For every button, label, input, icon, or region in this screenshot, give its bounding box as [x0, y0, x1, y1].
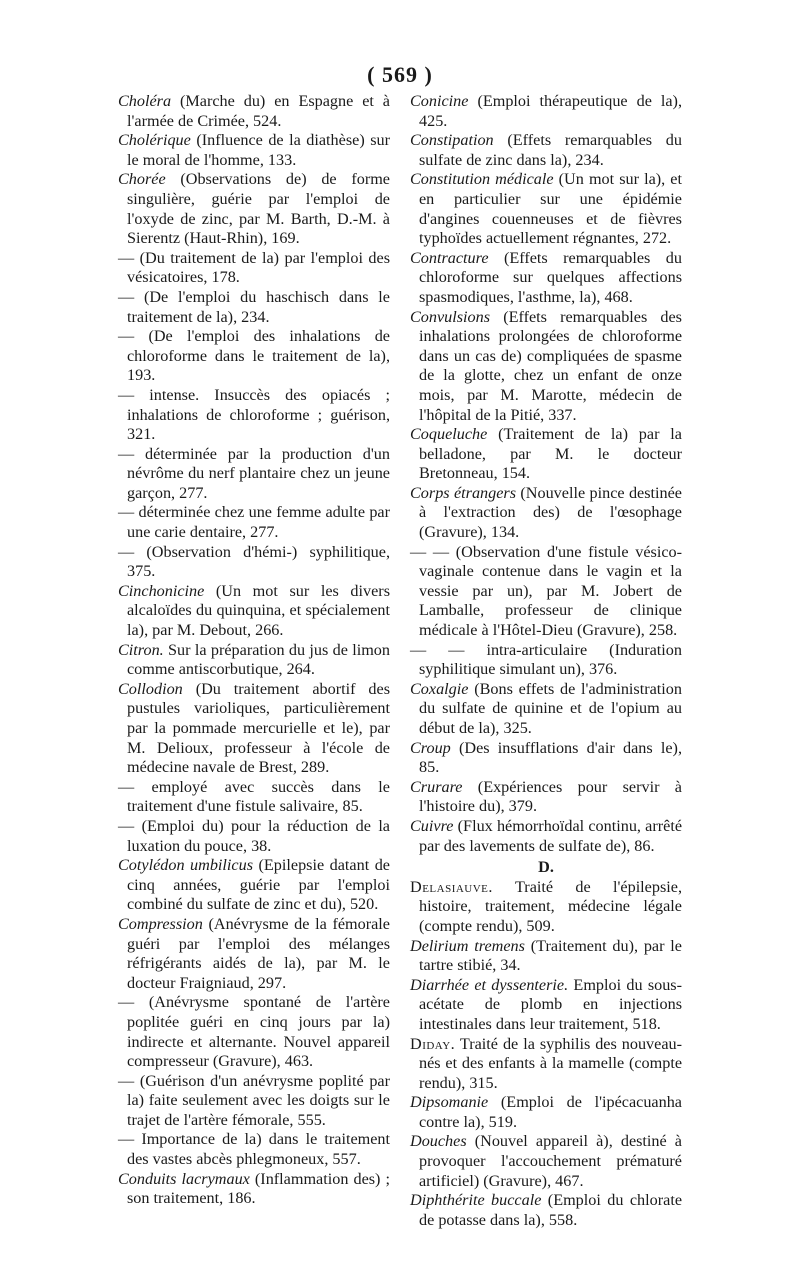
- index-term: Collodion: [118, 679, 183, 698]
- index-entry: [410, 1132, 682, 1191]
- index-entry: [118, 249, 390, 288]
- index-entry-text: (Un mot sur les divers alcaloïdes du quinquina, et spécialement la), par M. Debout, 266.: [127, 581, 390, 640]
- index-entry: [118, 445, 390, 504]
- index-term: Constitution médicale: [410, 170, 554, 189]
- index-term: Croup: [410, 738, 451, 757]
- index-term: Dipsomanie: [410, 1093, 489, 1112]
- index-entry-text: — — (Observation d'une fistule vésico-vaginale contenue dans le vagin et la vessie par un), par M. Jobert de Lamballe, professeur de clinique médicale à l'Hôtel-Dieu (Gravure), 258.: [410, 542, 682, 640]
- index-entry: [410, 131, 682, 170]
- index-entry: [410, 937, 682, 976]
- index-entry: [118, 131, 390, 170]
- index-entry-text: — (Du traitement de la) par l'emploi des vésicatoires, 178.: [118, 248, 390, 287]
- index-entry-text: (Marche du) en Espagne et à l'armée de Crimée, 524.: [127, 92, 390, 130]
- index-entry: [118, 856, 390, 915]
- index-entry: [410, 308, 682, 426]
- index-entry: [410, 680, 682, 739]
- index-entry-text: (Nouvelle pince destinée à l'extraction des) de l'œsophage (Gravure), 134.: [419, 483, 682, 542]
- index-entry-text: — Importance de la) dans le traitement des vastes abcès phlegmoneux, 557.: [118, 1130, 390, 1169]
- index-term: Citron.: [118, 640, 164, 659]
- index-entry: [118, 1170, 390, 1209]
- index-entry-text: (Expériences pour servir à l'histoire du), 379.: [419, 777, 682, 816]
- index-entry-text: (Effets remarquables du sulfate de zinc dans la), 234.: [419, 131, 682, 169]
- index-entry-text: (Nouvel appareil à), destiné à provoquer l'accouchement prématuré artificiel) (Gravure), 467.: [419, 1132, 682, 1190]
- index-entry-text: (Emploi de l'ipécacuanha contre la), 519.: [419, 1093, 682, 1131]
- index-entry-text: — déterminée chez une femme adulte par une carie dentaire, 277.: [118, 503, 390, 542]
- index-term: Constipation: [410, 131, 494, 150]
- index-term: Choléra: [118, 92, 172, 110]
- index-entry: [118, 915, 390, 993]
- index-entry-text: Emploi du sous-acétate de plomb en injections intestinales dans leur traitement, 518.: [419, 975, 682, 1033]
- index-entry: [410, 170, 682, 248]
- index-entry-text: (Traitement du), par le tartre stibié, 34.: [419, 936, 682, 975]
- index-entry-text: — (Emploi du) pour la réduction de la luxation du pouce, 38.: [118, 816, 390, 855]
- index-entry-text: (Effets remarquables des inhalations prolongées de chloroforme dans un cas de) compliquées de spasme de la glotte, chez un enfant de onze mois, par M. Marotte, médecin de l'hôpital de la Pitié, 337.: [419, 307, 682, 424]
- index-term: Compression: [118, 914, 203, 933]
- index-term: Diarrhée et dyssenterie.: [410, 975, 569, 994]
- index-term: Corps étrangers: [410, 483, 517, 502]
- index-entry-text: (Anévrysme de la fémorale guéri par l'emploi des mélanges réfrigérants aidés de la), par M. le docteur Fraigniaud, 297.: [127, 914, 390, 992]
- index-entry: [410, 543, 682, 641]
- index-entry: [410, 425, 682, 484]
- index-term: Contracture: [410, 248, 489, 267]
- index-entry-text: (Des insufflations d'air dans le), 85.: [419, 738, 682, 777]
- index-entry: [118, 582, 390, 641]
- index-entry-text: (Flux hémorrhoïdal continu, arrêté par des lavements de sulfate de), 86.: [419, 816, 682, 855]
- index-entry-text: Traité de l'épilepsie, histoire, traitement, médecine légale (compte rendu), 509.: [419, 877, 682, 935]
- index-term: Cuivre: [410, 816, 454, 835]
- index-entry-text: (Influence de la diathèse) sur le moral de l'homme, 133.: [127, 131, 390, 169]
- index-entry: [118, 817, 390, 856]
- index-author: Delasiauve.: [410, 877, 493, 896]
- index-entry-text: — (Guérison d'un anévrysme poplité par la) faite seulement avec les doigts sur le trajet de l'artère fémorale, 555.: [118, 1071, 390, 1129]
- index-entry: [410, 1093, 682, 1132]
- left-column: [118, 92, 390, 1209]
- index-entry: [118, 680, 390, 778]
- index-term: Convulsions: [410, 307, 491, 326]
- index-term: Cholérique: [118, 131, 191, 150]
- index-author: Diday.: [410, 1034, 456, 1053]
- index-entry: [118, 641, 390, 680]
- index-entry-text: (Observations de) de forme singulière, guérie par l'emploi de l'oxyde de zinc, par M. Barth, D.-M. à Sierentz (Haut-Rhin), 169.: [127, 170, 390, 248]
- index-entry: [410, 484, 682, 543]
- right-column: [410, 92, 682, 1230]
- index-entry: [410, 817, 682, 856]
- index-entry-text: — employé avec succès dans le traitement d'une fistule salivaire, 85.: [118, 777, 390, 816]
- index-entry: [118, 778, 390, 817]
- index-entry-text: (Du traitement abortif des pustules varioliques, particulièrement par la pommade mercurielle et le), par M. Delioux, professeur à l'école de médecine navale de Brest, 289.: [127, 679, 390, 777]
- index-term: Delirium tremens: [410, 936, 525, 955]
- index-term: Cinchonicine: [118, 581, 205, 600]
- index-letter-heading: D.: [538, 858, 554, 877]
- index-entry: [410, 878, 682, 937]
- index-entry-text: (Effets remarquables du chloroforme sur quelques affections spasmodiques, l'asthme, la), 468.: [419, 248, 682, 306]
- index-term: Coqueluche: [410, 425, 488, 444]
- index-entry: [410, 641, 682, 680]
- index-entry-text: — (De l'emploi du haschisch dans le traitement de la), 234.: [118, 287, 390, 326]
- index-entry-text: Sur la préparation du jus de limon comme antiscorbutique, 264.: [127, 640, 390, 679]
- index-entry: [410, 249, 682, 308]
- index-entry: [410, 1191, 682, 1230]
- index-entry: [118, 386, 390, 445]
- index-entry-text: (Emploi du chlorate de potasse dans la), 558.: [419, 1191, 682, 1229]
- index-entry: [410, 976, 682, 1035]
- index-entry: [410, 92, 682, 131]
- index-term: Crurare: [410, 777, 463, 796]
- index-entry-text: (Bons effets de l'administration du sulfate de quinine et de l'opium au début de la), 325.: [419, 679, 682, 737]
- index-entry: [118, 503, 390, 542]
- index-term: Diphthérite buccale: [410, 1191, 542, 1210]
- index-entry-text: (Inflammation des) ; son traitement, 186.: [127, 1169, 390, 1208]
- index-entry-text: — déterminée par la production d'un névrôme du nerf plantaire chez un jeune garçon, 277.: [118, 444, 390, 502]
- index-entry: [410, 1035, 682, 1094]
- index-term: Conicine: [410, 92, 469, 110]
- index-entry: [118, 1072, 390, 1131]
- index-term: Cotylédon umbilicus: [118, 856, 253, 875]
- index-entry: [118, 288, 390, 327]
- index-entry-text: — (De l'emploi des inhalations de chloroforme dans le traitement de la), 193.: [118, 327, 390, 385]
- index-entry-text: (Emploi thérapeutique de la), 425.: [419, 92, 682, 130]
- index-entry: [410, 739, 682, 778]
- index-entry-text: — (Observation d'hémi-) syphilitique, 375.: [118, 542, 390, 581]
- index-term: Coxalgie: [410, 679, 469, 698]
- index-entry: [118, 993, 390, 1071]
- index-entry-text: — (Anévrysme spontané de l'artère poplitée guéri en cinq jours par la) indirecte et alternante. Nouvel appareil compresseur (Gravure), 463.: [118, 993, 390, 1071]
- index-entry-text: Traité de la syphilis des nouveau-nés et des enfants à la mamelle (compte rendu), 315.: [419, 1034, 682, 1092]
- index-entry-text: — — intra-articulaire (Induration syphilitique simulant un), 376.: [410, 640, 682, 679]
- index-entry: [118, 92, 390, 131]
- index-term: Conduits lacrymaux: [118, 1169, 250, 1188]
- index-entry: [118, 170, 390, 248]
- index-term: Douches: [410, 1132, 467, 1151]
- index-entry-text: (Traitement de la) par la belladone, par M. le docteur Bretonneau, 154.: [419, 425, 682, 483]
- index-entry: [410, 778, 682, 817]
- index-entry-text: (Un mot sur la), et en particulier sur une épidémie d'angines couenneuses et de fièvres typhoïdes actuellement régnantes, 272.: [419, 170, 682, 248]
- page-number: ( 569 ): [367, 62, 433, 87]
- index-entry: [118, 327, 390, 386]
- index-term: Chorée: [118, 170, 166, 189]
- index-entry: [118, 1130, 390, 1169]
- index-entry: [118, 543, 390, 582]
- index-entry-text: (Epilepsie datant de cinq années, guérie par l'emploi combiné du sulfate de zinc et du), 520.: [127, 856, 390, 914]
- index-entry-text: — intense. Insuccès des opiacés ; inhalations de chloroforme ; guérison, 321.: [118, 385, 390, 444]
